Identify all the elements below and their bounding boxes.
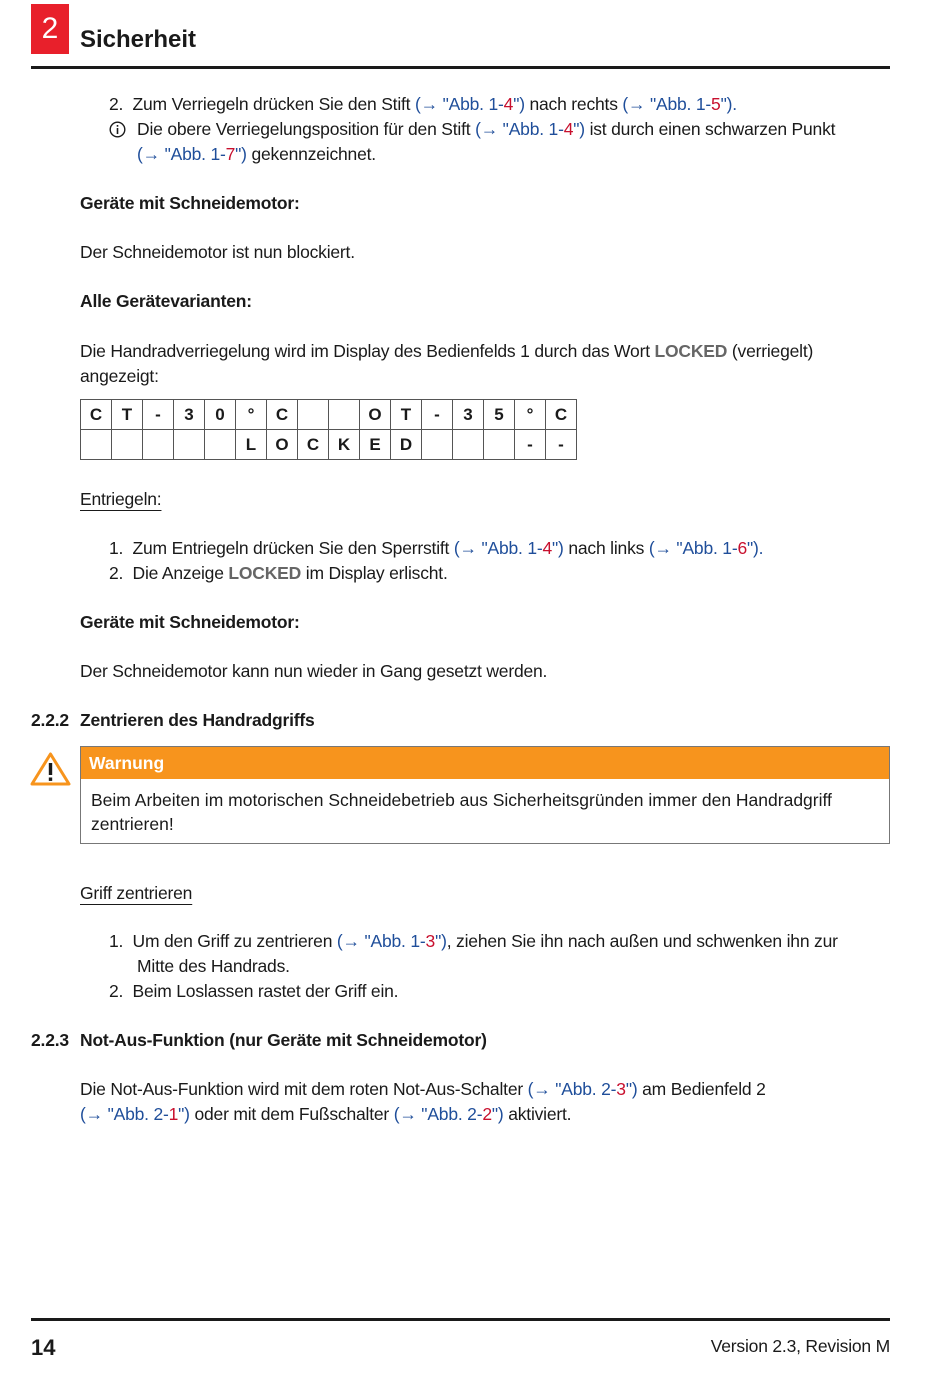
display-row-1: [81, 400, 577, 430]
chapter-title: Sicherheit: [80, 26, 197, 53]
figure-reference-link[interactable]: (→ "Abb. 1-3"): [336, 931, 447, 951]
warning-box: [80, 746, 890, 844]
section-title: Not-Aus-Funktion (nur Geräte mit Schneidemotor): [80, 1030, 487, 1050]
chapter-number-badge: 2: [31, 4, 69, 54]
unlock-motor-text: Der Schneidemotor kann nun wieder in Gang gesetzt werden.: [80, 661, 548, 681]
figure-reference-link[interactable]: (→ "Abb. 1-4"): [475, 119, 585, 139]
display-cell: [484, 430, 515, 460]
section-number: 2.2.2: [31, 710, 69, 730]
display-cell: C: [546, 400, 577, 430]
display-cell: C: [81, 400, 112, 430]
motor-heading: Geräte mit Schneidemotor:: [80, 193, 300, 213]
warning-title: Warnung: [81, 747, 889, 779]
step-text: Zum Verriegeln drücken Sie den Stift: [132, 94, 416, 114]
warning-triangle-icon: [30, 752, 71, 786]
display-cell: [81, 430, 112, 460]
display-row-2: [81, 430, 577, 460]
section-title: Zentrieren des Handradgriffs: [80, 710, 315, 730]
figure-reference-link[interactable]: (→ "Abb. 1-4"): [415, 94, 525, 114]
figure-reference-link[interactable]: (→ "Abb. 2-3"): [527, 1079, 638, 1099]
sub-heading-griff: Griff zentrieren: [80, 883, 193, 903]
display-cell: 3: [174, 400, 205, 430]
display-cell: [174, 430, 205, 460]
display-cell: [329, 400, 360, 430]
unlock-step-2: 2. Die Anzeige LOCKED im Display erlischt.: [109, 563, 448, 583]
display-cell: T: [391, 400, 422, 430]
display-cell: C: [267, 400, 298, 430]
page-number: 14: [31, 1335, 56, 1360]
display-cell: [205, 430, 236, 460]
all-variants-heading: Alle Gerätevarianten:: [80, 291, 252, 311]
step-number: 2.: [109, 94, 124, 114]
not-aus-paragraph-line-2: (→ "Abb. 2-1") oder mit dem Fußschalter (→ "Abb. 2-2") aktiviert.: [80, 1104, 572, 1124]
unlock-step-1: 1. Zum Entriegeln drücken Sie den Sperrstift (→ "Abb. 1-4") nach links (→ "Abb. 1-6").: [109, 538, 764, 558]
display-cell: °: [236, 400, 267, 430]
display-cell: D: [391, 430, 422, 460]
display-cell: E: [360, 430, 391, 460]
display-cell: 0: [205, 400, 236, 430]
motor-text: Der Schneidemotor ist nun blockiert.: [80, 242, 355, 262]
info-note-line-2: (→ "Abb. 1-7") gekennzeichnet.: [137, 144, 376, 164]
unlock-motor-heading: Geräte mit Schneidemotor:: [80, 612, 300, 632]
display-cell: -: [422, 400, 453, 430]
lock-step-2: [109, 94, 737, 115]
figure-reference-link[interactable]: (→ "Abb. 1-6").: [648, 538, 764, 558]
display-cell: K: [329, 430, 360, 460]
header-divider: [31, 66, 890, 69]
step-text: nach rechts: [524, 94, 623, 114]
warning-text: Beim Arbeiten im motorischen Schneidebetrieb aus Sicherheitsgründen immer den Handradgriff zentrieren!: [91, 790, 832, 834]
unlock-heading: Entriegeln:: [80, 489, 162, 509]
section-number: 2.2.3: [31, 1030, 69, 1050]
display-table: [80, 399, 577, 460]
griff-step-1-line-2: Mitte des Handrads.: [137, 956, 290, 976]
display-cell: O: [360, 400, 391, 430]
info-circle-icon: [109, 121, 126, 138]
figure-reference-link[interactable]: (→ "Abb. 2-2"): [393, 1104, 504, 1124]
display-cell: [112, 430, 143, 460]
display-cell: T: [112, 400, 143, 430]
display-cell: 5: [484, 400, 515, 430]
griff-step-2: 2. Beim Loslassen rastet der Griff ein.: [109, 981, 399, 1001]
display-cell: L: [236, 430, 267, 460]
figure-reference-link[interactable]: (→ "Abb. 2-1"): [80, 1104, 190, 1124]
display-cell: -: [515, 430, 546, 460]
figure-reference-link[interactable]: (→ "Abb. 1-5").: [622, 94, 737, 114]
display-paragraph-line-2: angezeigt:: [80, 366, 159, 386]
figure-reference-link[interactable]: (→ "Abb. 1-7"): [137, 144, 247, 164]
display-cell: -: [143, 400, 174, 430]
display-cell: 3: [453, 400, 484, 430]
display-cell: [298, 400, 329, 430]
info-note-line-1: Die obere Verriegelungsposition für den Stift (→ "Abb. 1-4") ist durch einen schwarzen Punkt: [137, 119, 836, 139]
not-aus-paragraph-line-1: Die Not-Aus-Funktion wird mit dem roten Not-Aus-Schalter (→ "Abb. 2-3") am Bedienfeld 2: [80, 1079, 766, 1099]
display-cell: °: [515, 400, 546, 430]
display-cell: [143, 430, 174, 460]
version-label: Version 2.3, Revision M: [710, 1336, 890, 1356]
display-cell: O: [267, 430, 298, 460]
figure-reference-link[interactable]: (→ "Abb. 1-4"): [453, 538, 564, 558]
display-cell: -: [546, 430, 577, 460]
display-cell: C: [298, 430, 329, 460]
footer-divider: [31, 1318, 890, 1321]
display-cell: [453, 430, 484, 460]
display-cell: [422, 430, 453, 460]
griff-step-1-line-1: 1. Um den Griff zu zentrieren (→ "Abb. 1-3"), ziehen Sie ihn nach außen und schwenken ihn zur: [109, 931, 838, 951]
display-paragraph-line-1: Die Handradverriegelung wird im Display des Bedienfelds 1 durch das Wort LOCKED (verriegelt): [80, 341, 814, 361]
